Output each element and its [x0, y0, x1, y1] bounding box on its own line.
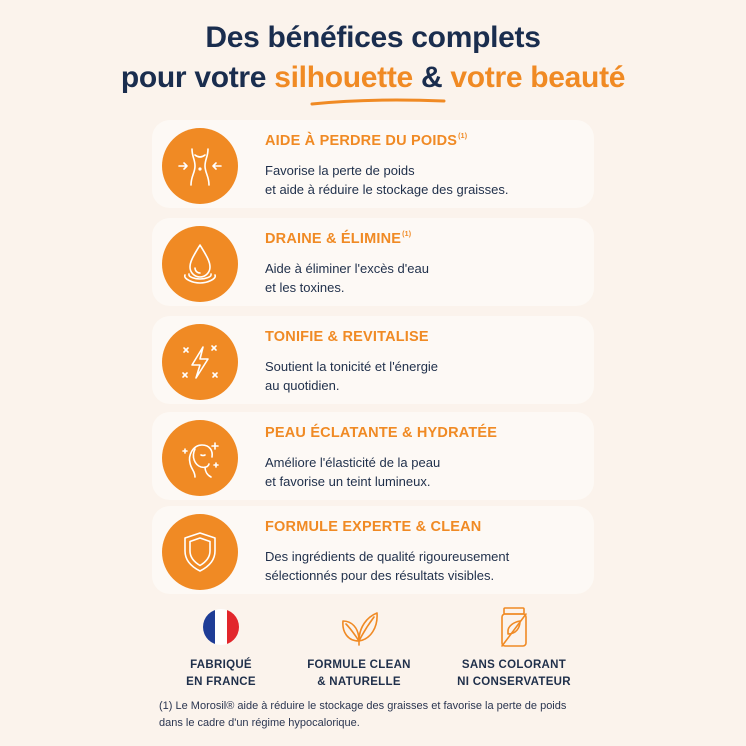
badge-made-in-france: [141, 605, 301, 691]
benefit-description: Soutient la tonicité et l'énergie au quotidien.: [265, 359, 439, 393]
waist-slimming-icon: [162, 128, 238, 204]
benefit-title: AIDE À PERDRE DU POIDS$^{(1)}$: [265, 133, 468, 149]
face-sparkle-icon: [162, 420, 238, 496]
benefit-description: Des ingrédients de qualité rigoureusement sélectionnés pour des résultats visibles.: [265, 549, 510, 583]
badge-no-additives: [434, 605, 594, 691]
badge-clean-formula: [279, 605, 439, 691]
benefit-description: Favorise la perte de poids et aide à réduire le stockage des graisses.: [265, 163, 509, 197]
benefit-card-skin: [152, 412, 594, 500]
lightning-bolt-icon: [162, 324, 238, 400]
benefit-title: PEAU ÉCLATANTE & HYDRATÉE: [265, 425, 498, 441]
leaf-icon: [337, 605, 381, 649]
benefit-card-weight-loss: [152, 120, 594, 208]
benefit-card-drain: [152, 218, 594, 306]
title-ampersand: &: [412, 61, 451, 94]
badge-label: FORMULE CLEAN & NATURELLE: [307, 659, 411, 688]
benefit-title: DRAINE & ÉLIMINE$^{(1)}$: [265, 231, 412, 247]
benefit-title: FORMULE EXPERTE & CLEAN: [265, 519, 482, 535]
no-additive-jar-icon: [494, 605, 534, 649]
title-line-1: Des bénéfices complets: [205, 21, 541, 54]
shield-icon: [162, 514, 238, 590]
brush-underline: [310, 96, 446, 108]
benefit-card-formula: [152, 506, 594, 594]
benefit-card-tonic: [152, 316, 594, 404]
benefit-description: Améliore l'élasticité de la peau et favorise un teint lumineux.: [265, 455, 441, 489]
title-accent-silhouette: silhouette: [274, 61, 413, 94]
benefit-description: Aide à éliminer l'excès d'eau et les toxines.: [265, 261, 429, 295]
french-flag-icon: [202, 608, 240, 646]
footnote: (1) Le Morosil® aide à réduire le stockage des graisses et favorise la perte de poids dans le cadre d'un régime hypocalorique.: [159, 700, 567, 729]
benefit-title: TONIFIE & REVITALISE: [265, 329, 429, 345]
water-drop-icon: [162, 226, 238, 302]
title-line-2-prefix: pour votre: [120, 61, 275, 94]
page-title: [0, 18, 746, 98]
title-accent-beaute: votre beauté: [450, 61, 626, 94]
badge-label: SANS COLORANT NI CONSERVATEUR: [457, 659, 571, 688]
badge-label: FABRIQUÉ EN FRANCE: [186, 659, 256, 688]
title-line-2: [0, 58, 746, 98]
